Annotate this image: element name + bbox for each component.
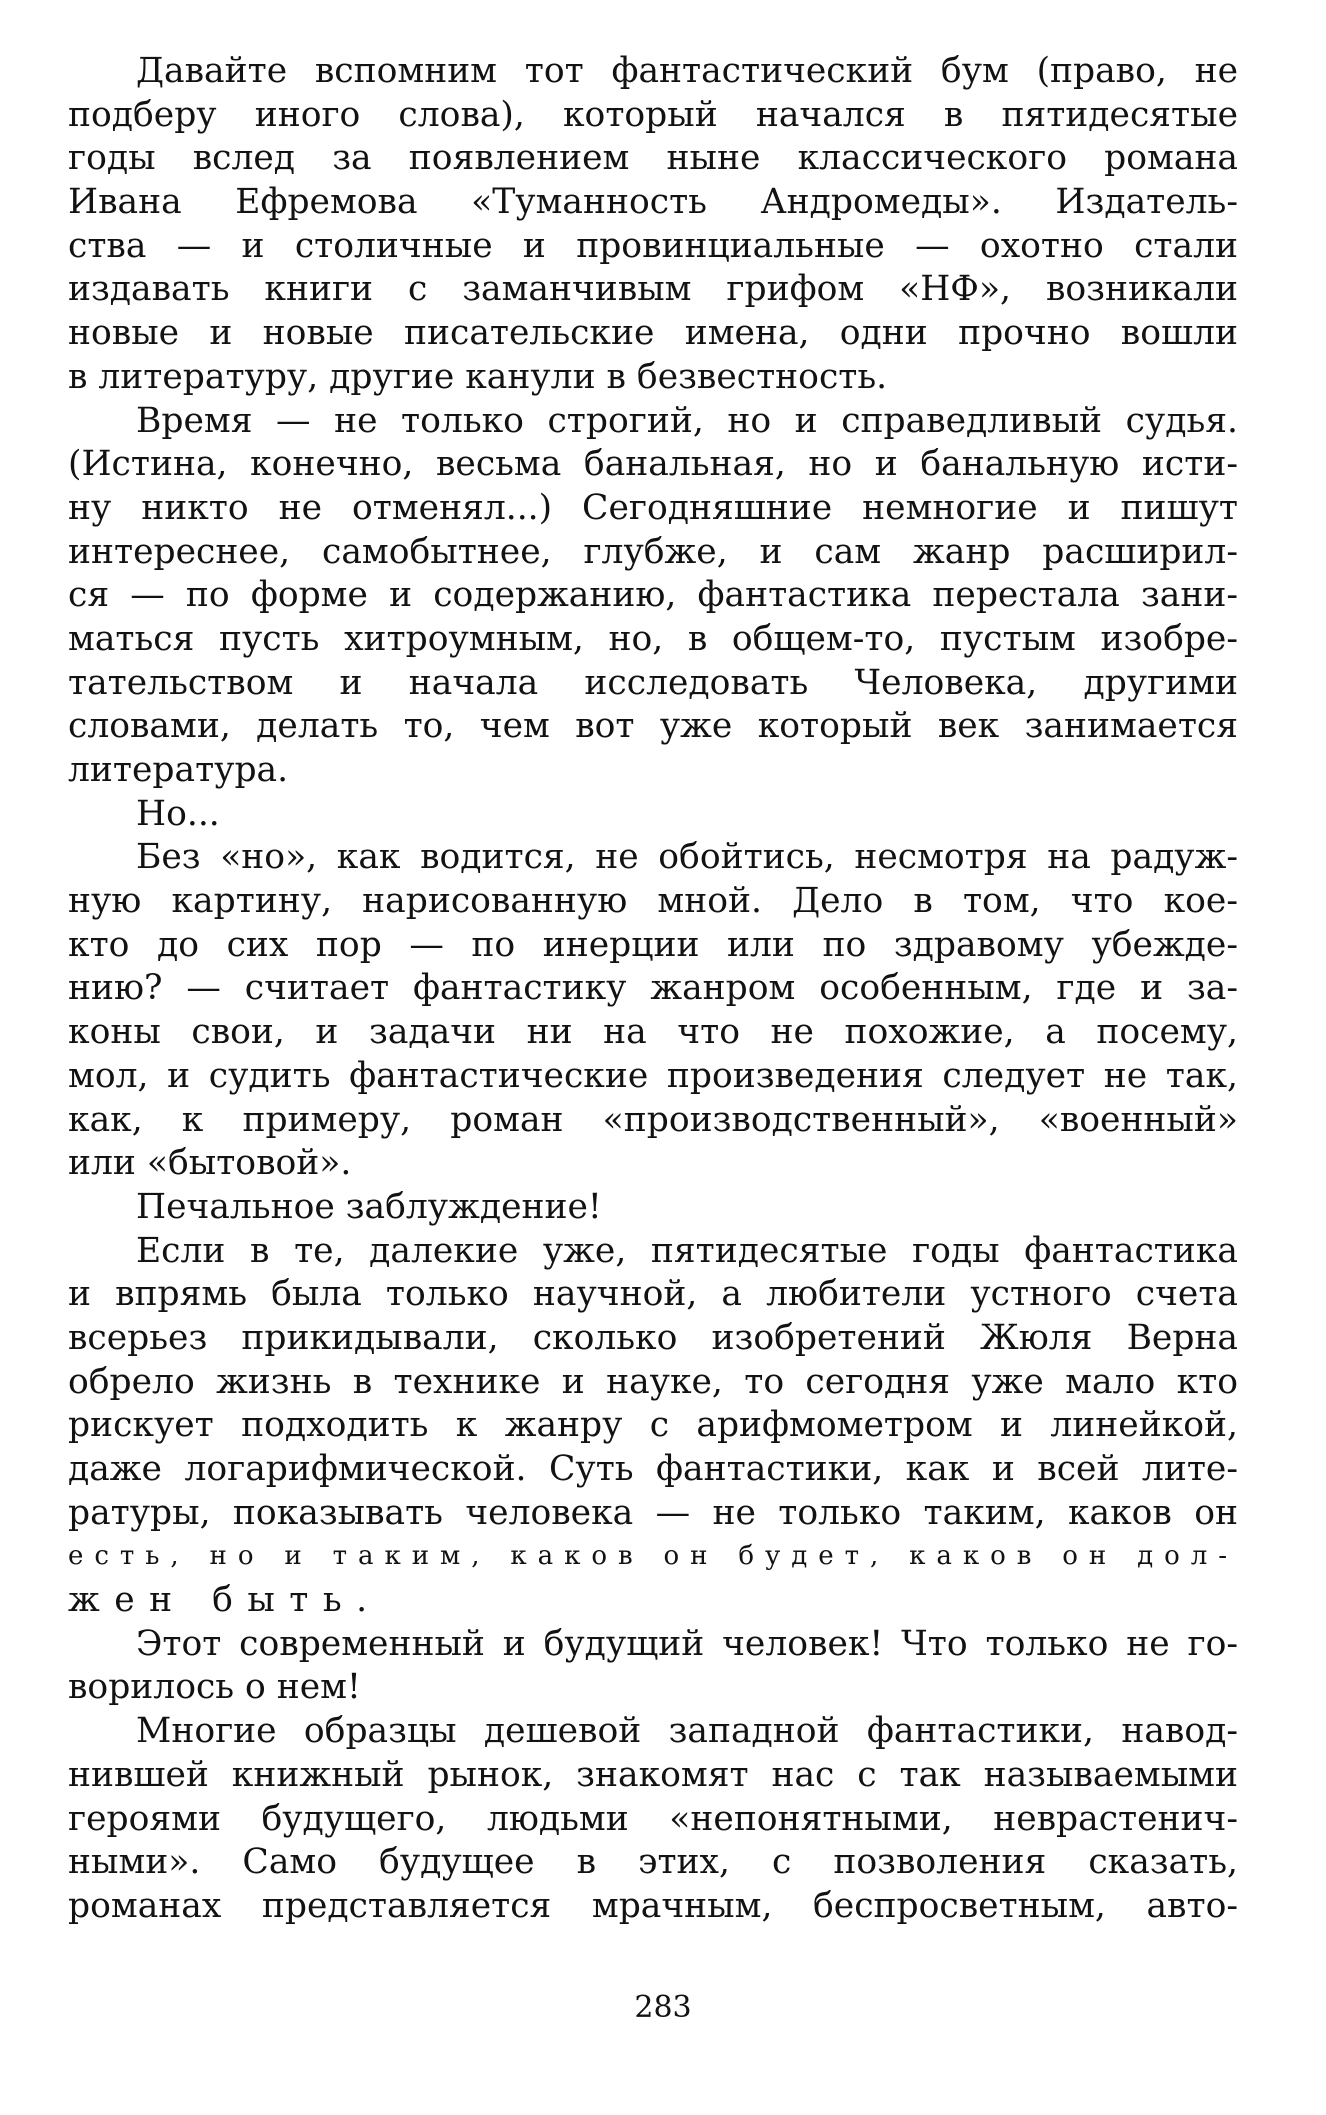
paragraph-2	[68, 400, 1238, 793]
text-line: всерьез прикидывали, сколько изобретений Жюля Верна	[68, 1317, 1238, 1358]
text-line: мол, и судить фантастические произведения следует не так,	[68, 1055, 1238, 1096]
text-line: подберу иного слова), который начался в пятидесятые	[68, 94, 1238, 135]
text-line: ратуры, показывать человека — не только таким, каков он	[68, 1492, 1238, 1533]
paragraph-5	[68, 1186, 1238, 1230]
text-line: ства — и столичные и провинциальные — охотно стали	[68, 225, 1238, 266]
text-line: маться пусть хитроумным, но, в общем-то, пустым изобре-	[68, 618, 1238, 659]
text-line: годы вслед за появлением ныне классического романа	[68, 138, 1238, 179]
text-line: романах представляется мрачным, беспросветным, авто-	[68, 1885, 1238, 1926]
text-line: нившей книжный рынок, знакомят нас с так называемыми	[68, 1754, 1238, 1795]
text-line: ными». Само будущее в этих, с позволения сказать,	[68, 1842, 1238, 1883]
paragraph-7	[68, 1623, 1238, 1710]
book-page	[68, 50, 1238, 2050]
text-line: Если в те, далекие уже, пятидесятые годы фантастика	[136, 1230, 1238, 1271]
text-line: героями будущего, людьми «непонятными, неврастенич-	[68, 1798, 1238, 1839]
text-line: Печальное заблуждение!	[136, 1186, 602, 1227]
text-line: кто до сих пор — по инерции или по здравому убежде-	[68, 924, 1238, 965]
text-line: ную картину, нарисованную мной. Дело в том, что кое-	[68, 881, 1238, 922]
text-line: Время — не только строгий, но и справедливый судья.	[136, 400, 1238, 441]
text-line: в литературу, другие канули в безвестность.	[68, 356, 888, 397]
text-line: нию? — считает фантастику жанром особенным, где и за-	[68, 968, 1238, 1009]
text-line: Многие образцы дешевой западной фантастики, навод-	[136, 1711, 1238, 1752]
paragraph-3	[68, 793, 1238, 837]
text-line: как, к примеру, роман «производственный», «военный»	[68, 1099, 1238, 1140]
text-line: ну никто не отменял...) Сегодняшние немногие и пишут	[68, 487, 1238, 528]
paragraph-6	[68, 1230, 1238, 1536]
text-line: ворилось о нем!	[68, 1667, 361, 1708]
text-line: (Истина, конечно, весьма банальная, но и банальную исти-	[68, 444, 1238, 485]
text-line: тательством и начала исследовать Человека, другими	[68, 662, 1238, 703]
text-line: ся — по форме и содержанию, фантастика перестала зани-	[68, 575, 1238, 616]
text-line: обрело жизнь в технике и науке, то сегодня уже мало кто	[68, 1361, 1238, 1402]
text-line: Ивана Ефремова «Туманность Андромеды». Издатель-	[68, 182, 1238, 223]
text-line: даже логарифмической. Суть фантастики, как и всей лите-	[68, 1449, 1238, 1489]
paragraph-8	[68, 1710, 1238, 1928]
text-line: Без «но», как водится, не обойтись, несмотря на радуж-	[136, 837, 1238, 878]
emphasis-lines	[68, 1535, 1238, 1622]
text-line: и впрямь была только научной, а любители устного счета	[68, 1274, 1238, 1315]
text-line: издавать книги с заманчивым грифом «НФ», возникали	[68, 269, 1238, 310]
text-line: Давайте вспомним тот фантастический бум (право, не	[136, 51, 1238, 91]
text-line: новые и новые писательские имена, одни прочно вошли	[68, 313, 1238, 354]
text-line: или «бытовой».	[68, 1143, 352, 1184]
text-line: интереснее, самобытнее, глубже, и сам жанр расширил-	[68, 531, 1238, 572]
text-line: Но...	[136, 793, 220, 834]
paragraph-1	[68, 50, 1238, 400]
spaced-emphasis-line: есть, но и таким, каков он будет, каков он дол-	[68, 1541, 1238, 1572]
text-line: литература.	[68, 750, 289, 790]
text-line: Этот современный и будущий человек! Что только не го-	[136, 1623, 1238, 1664]
text-line: коны свои, и задачи ни на что не похожие, а посему,	[68, 1012, 1238, 1053]
paragraph-4	[68, 836, 1238, 1186]
text-line: словами, делать то, чем вот уже который век занимается	[68, 706, 1238, 747]
page-number: 283	[634, 1990, 692, 2025]
text-line: рискует подходить к жанру с арифмометром и линейкой,	[68, 1405, 1238, 1446]
spaced-emphasis-line: жен быть.	[68, 1580, 382, 1621]
